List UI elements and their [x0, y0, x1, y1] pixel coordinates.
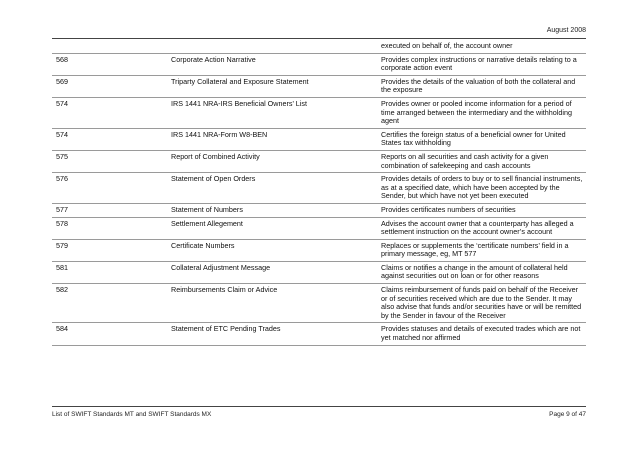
- table-row-continuation: [52, 40, 586, 53]
- cell-description: Provides statuses and details of executed trades which are not yet matched nor affirmed: [378, 323, 586, 345]
- cell-description: Certifies the foreign status of a beneficial owner for United States tax withholding: [378, 128, 586, 150]
- table-row: [52, 217, 586, 239]
- cell-description: Claims reimbursement of funds paid on behalf of the Receiver or of securities received which are due to the Sender. It may also advise that funds and/or securities have or will be remitted by the Sender in favour of the Receiver: [378, 284, 586, 323]
- cell-description: Provides complex instructions or narrative details relating to a corporate action event: [378, 53, 586, 75]
- cell-name: Collateral Adjustment Message: [168, 261, 378, 283]
- cell-name: IRS 1441 NRA-IRS Beneficial Owners’ List: [168, 97, 378, 128]
- cell-description: Provides certificates numbers of securities: [378, 203, 586, 217]
- table-row: [52, 173, 586, 204]
- cell-number: 574: [52, 97, 168, 128]
- table-row: [52, 75, 586, 97]
- cell-number: [52, 40, 168, 53]
- cell-description: Provides owner or pooled income information for a period of time arranged between the intermediary and the withholding agent: [378, 97, 586, 128]
- table-row: [52, 261, 586, 283]
- cell-name: [168, 40, 378, 53]
- header-date: August 2008: [546, 27, 586, 34]
- cell-description: executed on behalf of, the account owner: [378, 40, 586, 53]
- cell-number: 568: [52, 53, 168, 75]
- cell-name: Settlement Allegement: [168, 217, 378, 239]
- cell-description: Provides the details of the valuation of both the collateral and the exposure: [378, 75, 586, 97]
- table-row: [52, 97, 586, 128]
- cell-description: Advises the account owner that a counterparty has alleged a settlement instruction on the account owner’s account: [378, 217, 586, 239]
- cell-number: 576: [52, 173, 168, 204]
- cell-name: IRS 1441 NRA-Form W8-BEN: [168, 128, 378, 150]
- cell-description: Replaces or supplements the ‘certificate numbers’ field in a primary message, eg, MT 577: [378, 239, 586, 261]
- cell-name: Reimbursements Claim or Advice: [168, 284, 378, 323]
- cell-number: 574: [52, 128, 168, 150]
- header-rule: [52, 38, 586, 39]
- footer-rule: [52, 406, 586, 407]
- table-row: [52, 128, 586, 150]
- cell-number: 569: [52, 75, 168, 97]
- message-types-table: [52, 40, 586, 346]
- footer-title: List of SWIFT Standards MT and SWIFT Standards MX: [52, 411, 212, 418]
- cell-name: Corporate Action Narrative: [168, 53, 378, 75]
- cell-number: 578: [52, 217, 168, 239]
- cell-description: Provides details of orders to buy or to sell financial instruments, as at a specified date, which have been accepted by the Sender, but which have not yet been executed: [378, 173, 586, 204]
- cell-number: 577: [52, 203, 168, 217]
- cell-name: Statement of Numbers: [168, 203, 378, 217]
- table-row: [52, 239, 586, 261]
- cell-name: Certificate Numbers: [168, 239, 378, 261]
- cell-name: Report of Combined Activity: [168, 150, 378, 172]
- table-row: [52, 284, 586, 323]
- cell-description: Reports on all securities and cash activity for a given combination of safekeeping and cash accounts: [378, 150, 586, 172]
- table-row: [52, 150, 586, 172]
- cell-number: 575: [52, 150, 168, 172]
- table-row: [52, 53, 586, 75]
- cell-number: 579: [52, 239, 168, 261]
- cell-number: 581: [52, 261, 168, 283]
- cell-name: Triparty Collateral and Exposure Statement: [168, 75, 378, 97]
- cell-number: 582: [52, 284, 168, 323]
- cell-number: 584: [52, 323, 168, 345]
- cell-name: Statement of ETC Pending Trades: [168, 323, 378, 345]
- table-row: [52, 203, 586, 217]
- cell-description: Claims or notifies a change in the amount of collateral held against securities out on loan or for other reasons: [378, 261, 586, 283]
- table-row: [52, 323, 586, 345]
- page-number: Page 9 of 47: [549, 411, 586, 418]
- cell-name: Statement of Open Orders: [168, 173, 378, 204]
